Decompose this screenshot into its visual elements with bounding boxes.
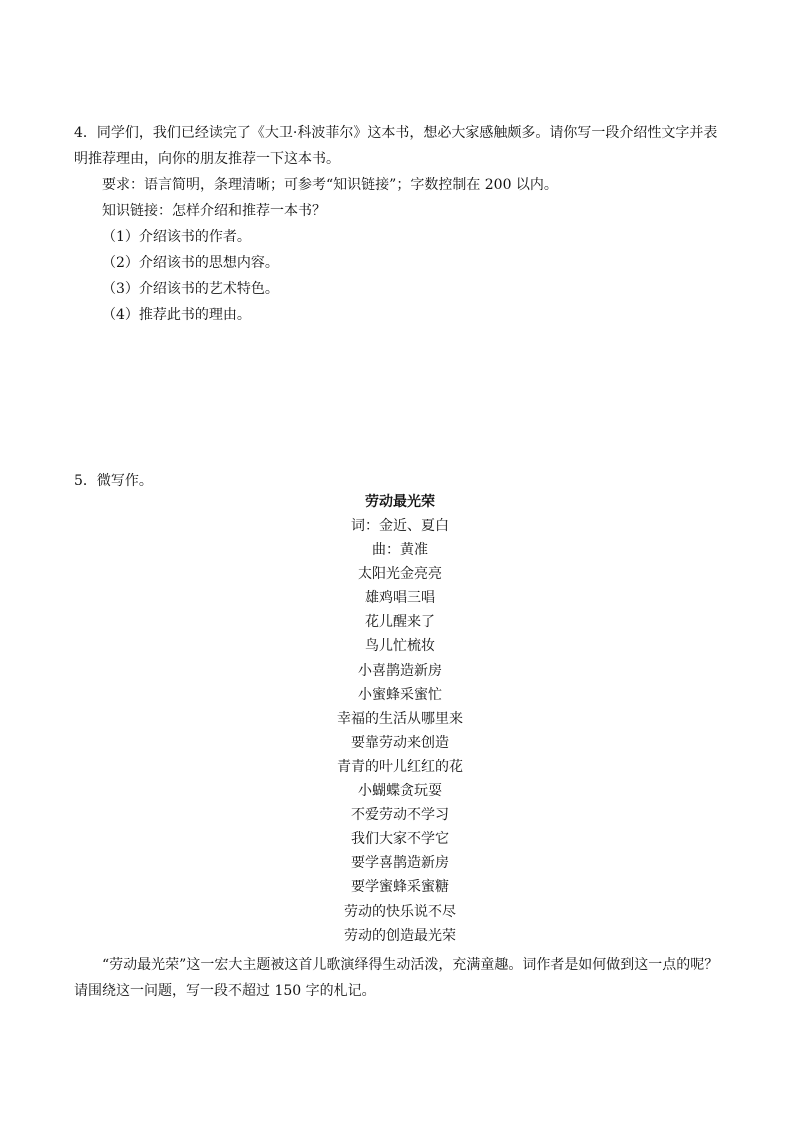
poem-line: 鸟儿忙梳妆: [365, 638, 435, 655]
poem-line: 劳动的创造最光荣: [344, 927, 456, 944]
poem-line: 太阳光金亮亮: [358, 566, 442, 583]
question-4-line-2: 明推荐理由，向你的朋友推荐一下这本书。: [74, 151, 340, 167]
question-5-prompt-line-2: 请围绕这一问题，写一段不超过 150 字的札记。: [74, 983, 376, 999]
poem-line: 曲：黄准: [372, 542, 428, 559]
poem-line: 劳动的快乐说不尽: [344, 903, 456, 920]
poem-line: 小喜鹊造新房: [358, 662, 442, 679]
poem-line: 小蝴蝶贪玩耍: [358, 783, 442, 800]
question-4-requirement: 要求：语言简明，条理清晰；可参考“知识链接”；字数控制在 200 以内。: [102, 177, 558, 193]
question-5-label: 5．微写作。: [74, 473, 153, 489]
poem-line: 小蜜蜂采蜜忙: [358, 686, 442, 703]
poem-line: 不爱劳动不学习: [351, 807, 449, 824]
knowledge-link-item: （4）推荐此书的理由。: [102, 307, 251, 323]
poem-line: 词：金近、夏白: [351, 518, 449, 534]
poem-line: 花儿醒来了: [365, 614, 435, 631]
question-5-prompt-line-1: “劳动最光荣”这一宏大主题被这首儿歌演绎得生动活泼，充满童趣。词作者是如何做到这一点的呢？: [102, 957, 719, 973]
knowledge-link-title: 知识链接：怎样介绍和推荐一本书？: [102, 203, 326, 219]
knowledge-link-item: （1）介绍该书的作者。: [102, 229, 251, 245]
poem-line: 我们大家不学它: [351, 831, 449, 848]
poem-line: 要靠劳动来创造: [351, 734, 449, 751]
poem-line: 雄鸡唱三唱: [365, 590, 435, 607]
knowledge-link-item: （3）介绍该书的艺术特色。: [102, 281, 279, 297]
knowledge-link-item: （2）介绍该书的思想内容。: [102, 255, 279, 271]
poem-line: 青青的叶儿红红的花: [337, 758, 463, 775]
question-4: [74, 120, 734, 328]
poem-title: 劳动最光荣: [365, 494, 435, 510]
poem-line: 幸福的生活从哪里来: [337, 710, 463, 727]
question-4-line-1: 4．同学们，我们已经读完了《大卫·科波菲尔》这本书，想必大家感触颇多。请你写一段介绍性文字并表: [74, 125, 718, 141]
question-5-prompt: [74, 952, 740, 1004]
poem-line: 要学喜鹊造新房: [351, 855, 449, 872]
poem: [0, 490, 800, 948]
poem-line: 要学蜜蜂采蜜糖: [351, 879, 449, 896]
